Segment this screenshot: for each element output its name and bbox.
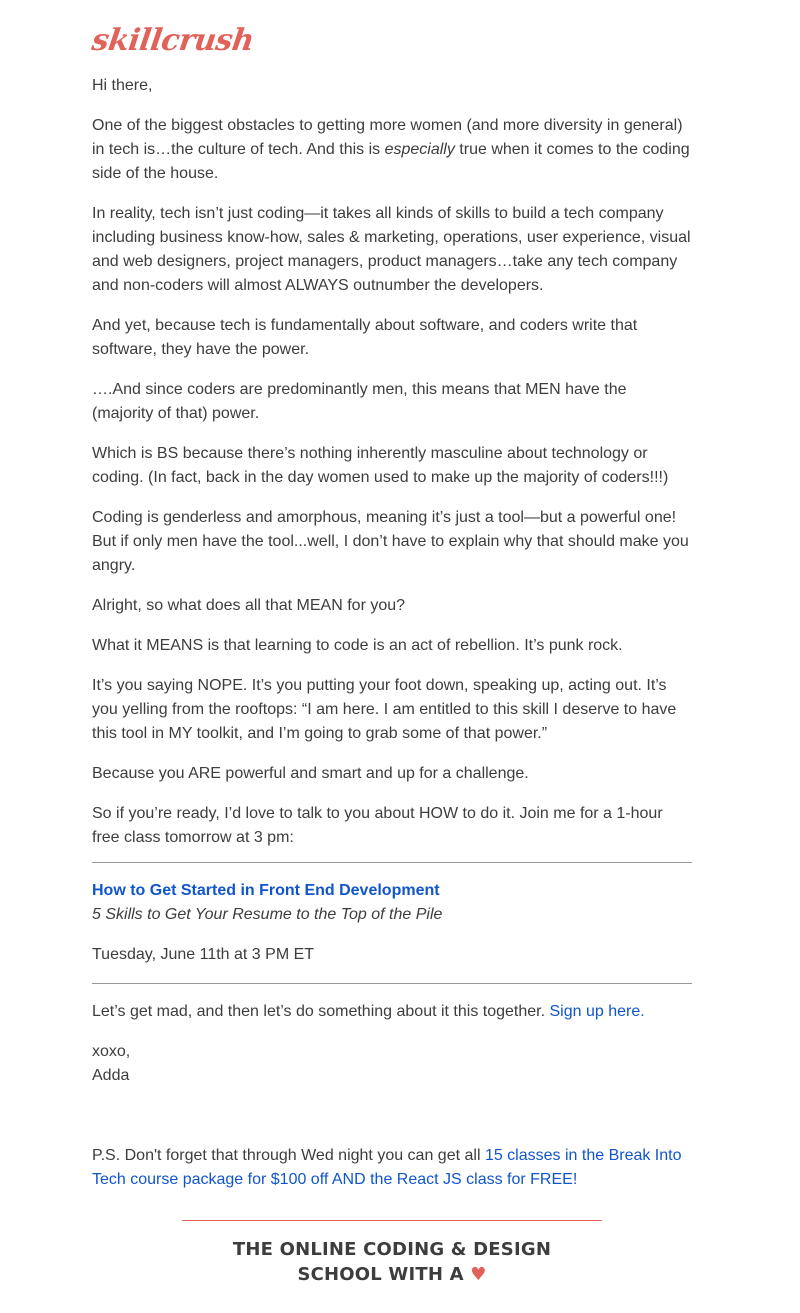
paragraph-7: Alright, so what does all that MEAN for you? (92, 597, 406, 614)
footer (182, 1220, 602, 1287)
signature (92, 1040, 692, 1088)
divider-top (92, 862, 692, 863)
footer-tagline (182, 1237, 602, 1287)
paragraph-10: Because you ARE powerful and smart and up for a challenge. (92, 765, 529, 782)
paragraph-1 (92, 114, 692, 186)
paragraph-1-text-b: true when it comes to the coding side of the house. (92, 141, 690, 182)
skillcrush-logo[interactable]: skillcrush (89, 23, 256, 58)
paragraph-5: Which is BS because there’s nothing inherently masculine about technology or coding. (In fact, back in the day women used to make up the majority of coders!!!) (92, 445, 669, 486)
paragraph-11: So if you’re ready, I’d love to talk to you about HOW to do it. Join me for a 1-hour free class tomorrow at 3 pm: (92, 805, 663, 846)
tagline-line-2: SCHOOL WITH A (297, 1264, 471, 1285)
ps-paragraph (92, 1144, 692, 1192)
paragraph-1-emphasis: especially (384, 141, 455, 158)
paragraph-3: And yet, because tech is fundamentally about software, and coders write that software, they have the power. (92, 317, 638, 358)
event-date: Tuesday, June 11th at 3 PM ET (92, 946, 315, 963)
paragraph-9: It’s you saying NOPE. It’s you putting your foot down, speaking up, acting out. It’s you yelling from the rooftops: “I am here. I am entitled to this skill I deserve to have this tool in MY toolkit, and I’m going to grab some of that power.” (92, 677, 677, 742)
signature-name: Adda (92, 1067, 130, 1084)
paragraph-8: What it MEANS is that learning to code is an act of rebellion. It’s punk rock. (92, 637, 623, 654)
event-title-link[interactable]: How to Get Started in Front End Development (92, 882, 440, 899)
paragraph-4: ….And since coders are predominantly men, this means that MEN have the (majority of that) power. (92, 381, 627, 422)
paragraph-6: Coding is genderless and amorphous, meaning it’s just a tool—but a powerful one! But if only men have the tool...well, I don’t have to explain why that should make you angry. (92, 509, 689, 574)
cta-paragraph (92, 1000, 692, 1024)
tagline-line-1: THE ONLINE CODING & DESIGN (232, 1239, 552, 1260)
event-subtitle: 5 Skills to Get Your Resume to the Top of the Pile (92, 906, 443, 923)
cta-text: Let’s get mad, and then let’s do something about it this together. (92, 1003, 550, 1020)
ps-text: P.S. Don't forget that through Wed night you can get all (92, 1147, 485, 1164)
sign-up-link[interactable]: Sign up here. (549, 1003, 645, 1020)
event-block (92, 879, 692, 967)
heart-icon: ♥ (470, 1264, 487, 1285)
signature-closing: xoxo, (92, 1043, 131, 1060)
paragraph-1-text-a: One of the biggest obstacles to getting more women (and more diversity in general) in tech is…the culture of tech. And this is (92, 117, 683, 158)
paragraph-2: In reality, tech isn’t just coding—it takes all kinds of skills to build a tech company including business know-how, sales & marketing, operations, user experience, visual and web designers, project managers, product managers…take any tech company and non-coders will almost ALWAYS outnumber the developers. (92, 205, 691, 294)
course-package-link[interactable]: 15 classes in the Break Into Tech course package for $100 off AND the React JS class for FREE! (92, 1147, 682, 1188)
email-body (89, 0, 692, 1287)
divider-bottom (92, 983, 692, 984)
greeting: Hi there, (92, 77, 153, 94)
